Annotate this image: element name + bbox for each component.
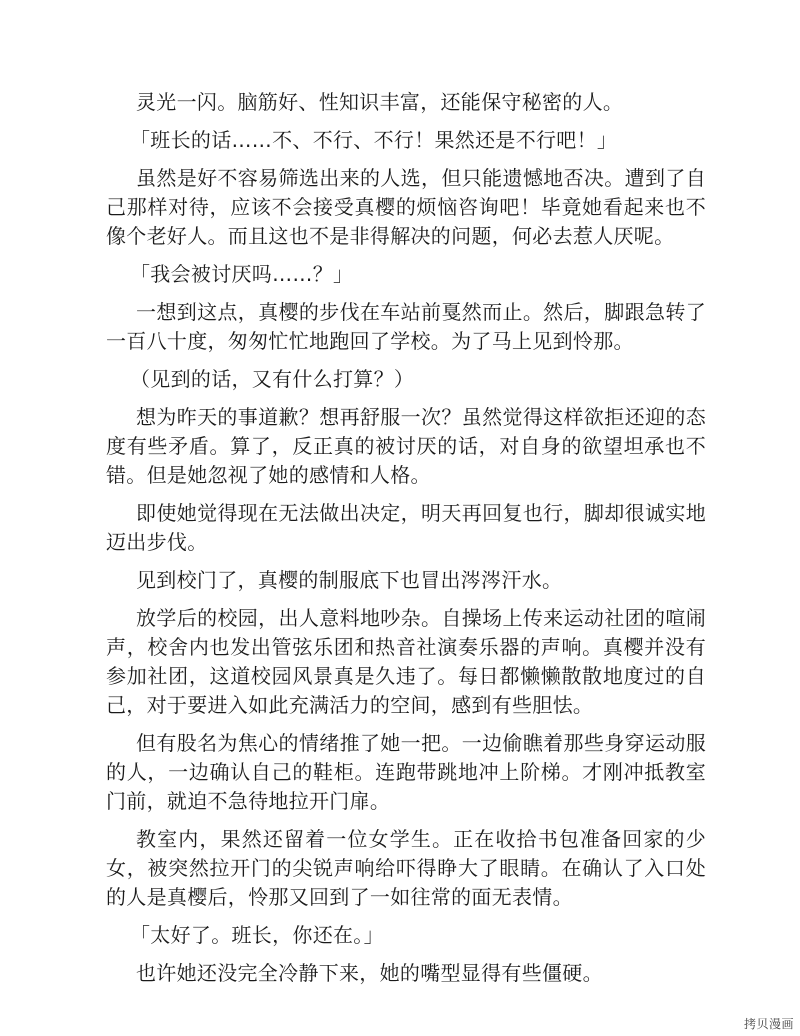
paragraph-9: 见到校门了，真樱的制服底下也冒出涔涔汗水。 <box>136 568 563 592</box>
paragraph-14: 也许她还没完全冷静下来，她的嘴型显得有些僵硬。 <box>136 961 603 985</box>
paragraph-2: 「班长的话……不、不行、不行！果然还是不行吧！」 <box>130 128 618 152</box>
paragraph-3: 虽然是好不容易筛选出来的人选，但只能遗憾地否决。遭到了自己那样对待，应该不会接受真樱的烦恼咨询吧！毕竟她看起来也不像个老好人。而且这也不是非得解决的问题，何必去惹人厌呢。 <box>106 166 706 248</box>
novel-text <box>106 88 706 997</box>
paragraph-12: 教室内，果然还留着一位女学生。正在收拾书包准备回家的少女，被突然拉开门的尖锐声响给吓得睁大了眼睛。在确认了入口处的人是真樱后，怜那又回到了一如往常的面无表情。 <box>106 827 706 909</box>
paragraph-8: 即使她觉得现在无法做出决定，明天再回复也行，脚却很诚实地迈出步伐。 <box>106 501 706 554</box>
paragraph-4: 「我会被讨厌吗……？」 <box>130 262 354 286</box>
paragraph-11: 但有股名为焦心的情绪推了她一把。一边偷瞧着那些身穿运动服的人，一边确认自己的鞋柜。连跑带跳地冲上阶梯。才刚冲抵教室门前，就迫不急待地拉开门扉。 <box>106 731 706 813</box>
paragraph-10: 放学后的校园，出人意料地吵杂。自操场上传来运动社团的喧闹声，校舍内也发出管弦乐团和热音社演奏乐器的声响。真樱并没有参加社团，这道校园风景真是久违了。每日都懒懒散散地度过的自己，对于要进入如此充满活力的空间，感到有些胆怯。 <box>106 606 706 717</box>
paragraph-7: 想为昨天的事道歉？想再舒服一次？虽然觉得这样欲拒还迎的态度有些矛盾。算了，反正真的被讨厌的话，对自身的欲望坦承也不错。但是她忽视了她的感情和人格。 <box>106 405 706 487</box>
paragraph-6: （见到的话，又有什么打算？） <box>130 367 415 391</box>
paragraph-13: 「太好了。班长，你还在。」 <box>130 923 384 947</box>
watermark: 拷贝漫画 <box>743 1017 794 1031</box>
paragraph-1: 灵光一闪。脑筋好、性知识丰富，还能保守秘密的人。 <box>136 90 624 114</box>
paragraph-5: 一想到这点，真樱的步伐在车站前戛然而止。然后，脚跟急转了一百八十度，匆匆忙忙地跑回了学校。为了马上见到怜那。 <box>106 300 706 353</box>
